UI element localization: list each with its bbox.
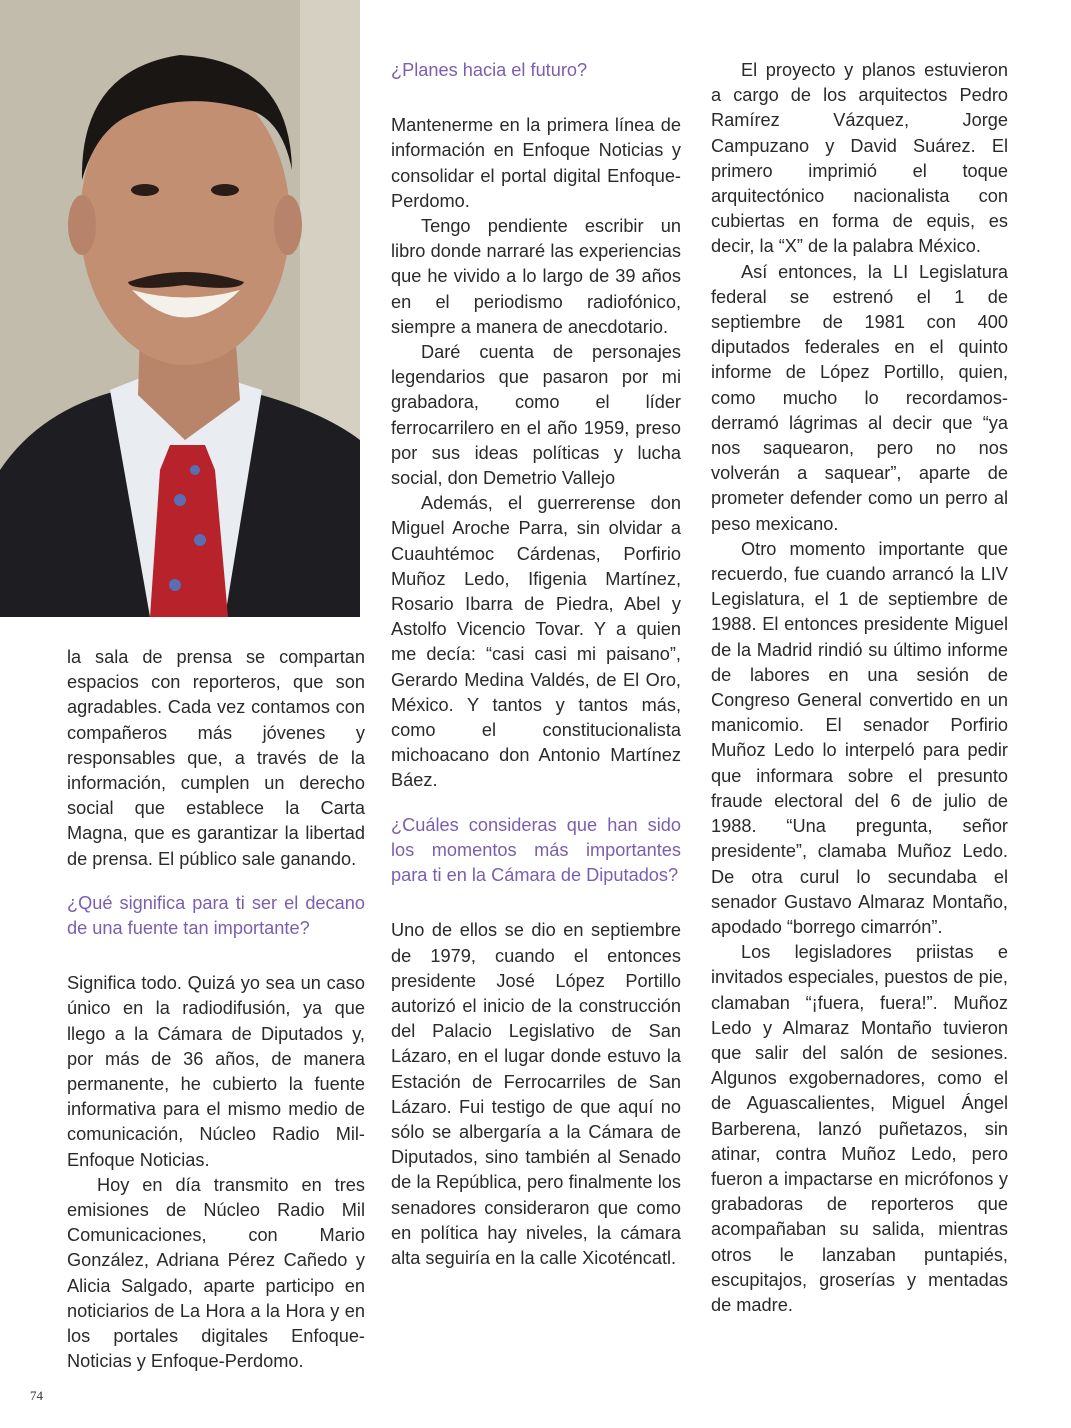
col1-paragraph-1: la sala de prensa se compartan espacios con reporteros, que son agradables. Cada vez contamos con compañeros más jóvenes y responsables que, a través de la información, cumplen un derecho social que establece la Carta Magna, que es garantizar la libertad de prensa. El público sale ganando.	[67, 647, 365, 869]
col2-paragraph-4: Además, el guerrerense don Miguel Aroche Parra, sin olvidar a Cuauhtémoc Cárdenas, Porfirio Muñoz Ledo, Ifigenia Martínez, Rosario Ibarra de Piedra, Abel y Astolfo Vicencio Tovar. Y a quien me decía: “casi casi mi paisano”, Gerardo Medina Valdés, de El Oro, México. Y tantos y tantos más, como el constitucionalista michoacano don Antonio Martínez Báez.	[391, 493, 681, 791]
col3-paragraph-1: El proyecto y planos estuvieron a cargo de los arquitectos Pedro Ramírez Vázquez, Jorge Campuzano y David Suárez. El primero imprimió el toque arquitectónico nacionalista con cubiertas en forma de equis, es decir, la “X” de la palabra México.	[711, 60, 1008, 257]
col2-paragraph-2: Tengo pendiente escribir un libro donde narraré las experiencias que he vivido a lo largo de 39 años en el periodismo radiofónico, siempre a manera de anecdotario.	[391, 216, 681, 337]
portrait-photo	[0, 0, 360, 617]
portrait-photo-icon	[0, 0, 360, 617]
col2-question-2: ¿Cuáles consideras que han sido los momentos más importantes para ti en la Cámara de Diputados?	[391, 814, 681, 886]
page-number: 74	[30, 1388, 43, 1403]
col3-paragraph-2: Así entonces, la LI Legislatura federal se estrenó el 1 de septiembre de 1981 con 400 diputados federales en el quinto informe de López Portillo, quien, como mucho lo recordamos- derramó lágrimas al decir que “ya nos saquearon, pero no nos volverán a saquear”, aparte de prometer defender como un perro al peso mexicano.	[711, 261, 1008, 534]
col1-paragraph-2: Significa todo. Quizá yo sea un caso único en la radiodifusión, ya que llego a la Cámara de Diputados y, por más de 36 años, de manera permanente, he cubierto la fuente informativa para el mismo medio de comunicación, Núcleo Radio Mil-Enfoque Noticias.	[67, 973, 365, 1170]
col2-paragraph-3: Daré cuenta de personajes legendarios que pasaron por mi grabadora, como el líder ferrocarrilero en el año 1959, preso por sus ideas políticas y lucha social, don Demetrio Vallejo	[391, 342, 681, 489]
column-3	[711, 58, 1008, 1318]
col2-question-1: ¿Planes hacia el futuro?	[391, 60, 588, 80]
col1-paragraph-3: Hoy en día transmito en tres emisiones de Núcleo Radio Mil Comunicaciones, con Mario González, Adriana Pérez Cañedo y Alicia Salgado, aparte participo en noticiarios de La Hora a la Hora y en los portales digitales Enfoque-Noticias y Enfoque-Perdomo.	[67, 1174, 365, 1372]
column-1	[67, 645, 365, 1374]
col3-paragraph-3: Otro momento importante que recuerdo, fue cuando arrancó la LIV Legislatura, el 1 de septiembre de 1988. El entonces presidente Miguel de la Madrid rindió su último informe de labores en una sesión de Congreso General convertido en un manicomio. El senador Porfirio Muñoz Ledo lo interpeló para pedir que informara sobre el presunto fraude electoral del 6 de julio de 1988. “Una pregunta, señor presidente”, clamaba Muñoz Ledo. De otra curul lo secundaba el senador Gustavo Almaraz Montaño, apodado “borrego cimarrón”.	[711, 538, 1008, 937]
col1-question-1: ¿Qué significa para ti ser el decano de una fuente tan importante?	[67, 892, 365, 939]
col3-paragraph-4: Los legisladores priistas e invitados especiales, puestos de pie, clamaban “¡fuera, fuera!”. Muñoz Ledo y Almaraz Montaño tuvieron que salir del salón de sesiones. Algunos exgobernadores, como el de Aguascalientes, Miguel Ángel Barberena, lanzó puñetazos, sin atinar, contra Muñoz Ledo, pero fueron a impactarse en micrófonos y grabadoras de reporteros que acompañaban su salida, mientras otros le lanzaban puntapiés, escupitajos, groserías y mentadas de madre.	[711, 942, 1008, 1315]
col2-paragraph-1: Mantenerme en la primera línea de información en Enfoque Noticias y consolidar el portal digital Enfoque-Perdomo.	[391, 115, 681, 211]
column-2	[391, 58, 681, 1271]
col2-paragraph-5: Uno de ellos se dio en septiembre de 1979, cuando el entonces presidente José López Portillo autorizó el inicio de la construcción del Palacio Legislativo de San Lázaro, en el lugar donde estuvo la Estación de Ferrocarriles de San Lázaro. Fui testigo de que aquí no sólo se albergaría a la Cámara de Diputados, sino también al Senado de la República, pero finalmente los senadores consideraron que como en política hay niveles, la cámara alta seguiría en la calle Xicoténcatl.	[391, 920, 681, 1268]
